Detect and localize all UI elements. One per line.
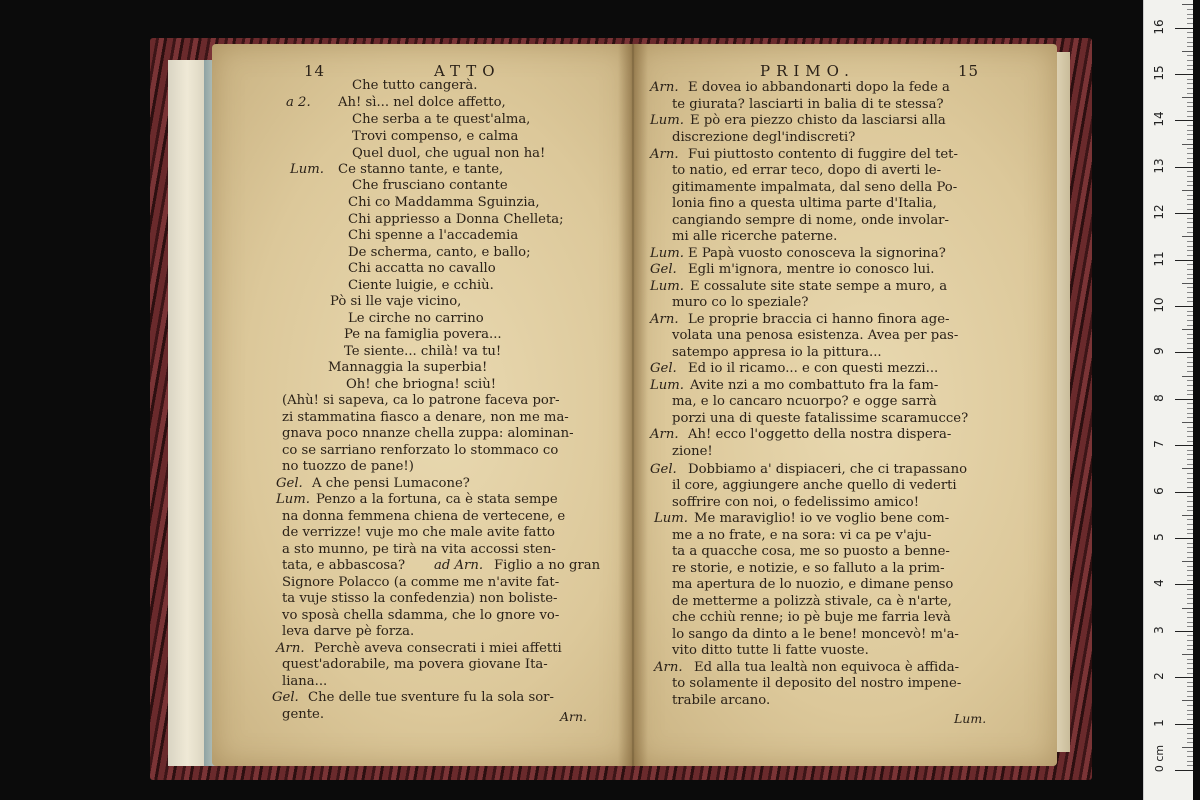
text-line: E pò era piezzo chisto da lasciarsi alla (690, 113, 946, 128)
ruler-tick (1187, 362, 1193, 363)
ruler-tick (1187, 751, 1193, 752)
ruler-tick (1187, 645, 1193, 646)
ruler-tick (1187, 158, 1193, 159)
text-line: Che tutto cangerà. (352, 78, 478, 93)
text-line: Chi co Maddamma Sguinzia, (348, 195, 540, 210)
ruler-tick (1182, 236, 1193, 237)
ruler-tick (1187, 510, 1193, 511)
text-line: Dobbiamo a' dispiaceri, che ci trapassano (688, 462, 968, 477)
ruler-tick (1187, 594, 1193, 595)
ruler-tick (1175, 538, 1193, 539)
ruler-tick (1187, 69, 1193, 70)
text-line: trabile arcano. (672, 693, 771, 708)
left-page (212, 44, 632, 766)
text-line: A che pensi Lumacone? (312, 476, 470, 491)
ruler-tick (1187, 649, 1193, 650)
ruler-tick (1187, 320, 1193, 321)
ruler-tick (1187, 710, 1193, 711)
text-line: na donna femmena chiena de vertecene, e (282, 509, 566, 524)
ruler-tick (1187, 325, 1193, 326)
ruler-tick (1187, 557, 1193, 558)
ruler-tick (1187, 733, 1193, 734)
ruler-tick (1187, 79, 1193, 80)
ruler-tick (1187, 454, 1193, 455)
text-line: a sto munno, pe tirà na vita accossi sten- (282, 542, 556, 557)
ruler-tick (1187, 473, 1193, 474)
text-line: E cossalute site state sempe a muro, a (690, 279, 948, 294)
ruler-tick (1187, 622, 1193, 623)
ruler-tick (1187, 46, 1193, 47)
ruler-tick (1187, 315, 1193, 316)
measurement-ruler (1143, 0, 1193, 800)
ruler-tick (1175, 631, 1193, 632)
ruler-tick (1187, 524, 1193, 525)
speaker-label: Lum. (650, 279, 684, 294)
ruler-tick (1187, 673, 1193, 674)
text-line: co se sarriano renforzato lo stommaco co (282, 443, 559, 458)
ruler-tick (1187, 65, 1193, 66)
speaker-label: Gel. (650, 462, 677, 477)
text-line: muro co lo speziale? (672, 295, 809, 310)
text-line: volata una penosa esistenza. Avea per pas- (672, 328, 959, 343)
ruler-number: 11 (1152, 250, 1166, 267)
ruler-tick (1187, 371, 1193, 372)
ruler-tick (1187, 343, 1193, 344)
stage-direction: ad Arn. (434, 558, 484, 573)
ruler-tick (1187, 195, 1193, 196)
ruler-tick (1187, 116, 1193, 117)
ruler-tick (1187, 756, 1193, 757)
text-line: Egli m'ignora, mentre io conosco lui. (688, 262, 935, 277)
ruler-tick (1187, 761, 1193, 762)
text-line: Ah! sì... nel dolce affetto, (338, 95, 506, 110)
ruler-tick (1187, 598, 1193, 599)
ruler-tick (1187, 427, 1193, 428)
ruler-tick (1175, 677, 1193, 678)
ruler-tick (1175, 120, 1193, 121)
text-line: Che delle tue sventure fu la sola sor- (308, 690, 554, 705)
ruler-tick (1187, 417, 1193, 418)
ruler-tick (1187, 450, 1193, 451)
ruler-tick (1187, 765, 1193, 766)
text-line: gente. (282, 707, 325, 722)
ruler-tick (1182, 700, 1193, 701)
ruler-tick (1187, 18, 1193, 19)
ruler-tick (1187, 603, 1193, 604)
ruler-tick (1187, 264, 1193, 265)
text-line: porzi una di queste fatalissime scaramucce? (672, 411, 969, 426)
text-line: E Papà vuosto conosceva la signorina? (688, 246, 946, 261)
speaker-label: Lum. (276, 492, 310, 507)
ruler-tick (1187, 589, 1193, 590)
text-line: Trovi compenso, e calma (352, 129, 519, 144)
text-line: re storie, e notizie, e so falluto a la prim- (672, 561, 945, 576)
text-line: Chi appriesso a Donna Chelleta; (348, 212, 564, 227)
ruler-tick (1175, 260, 1193, 261)
ruler-tick (1182, 376, 1193, 377)
speaker-label: Lum. (650, 378, 684, 393)
speaker-label: a 2. (286, 95, 311, 110)
text-line: (Ahù! si sapeva, ca lo patrone faceva por- (282, 393, 560, 408)
ruler-tick (1187, 171, 1193, 172)
ruler-tick (1182, 283, 1193, 284)
ruler-tick (1175, 770, 1193, 771)
text-line: lonia fino a questa ultima parte d'Italia, (672, 196, 937, 211)
ruler-tick (1175, 167, 1193, 168)
text-line: gitimamente impalmata, dal seno della Po- (672, 180, 958, 195)
ruler-tick (1187, 55, 1193, 56)
text-line: me a no frate, e na sora: vi ca pe v'aju- (672, 528, 932, 543)
ruler-tick (1187, 14, 1193, 15)
text-line: E dovea io abbandonarti dopo la fede a (688, 80, 950, 95)
ruler-number: 7 (1152, 440, 1166, 449)
ruler-tick (1187, 464, 1193, 465)
speaker-label: Gel. (650, 262, 677, 277)
ruler-tick (1187, 482, 1193, 483)
ruler-tick (1187, 269, 1193, 270)
ruler-tick (1187, 111, 1193, 112)
running-head: PRIMO. (760, 62, 855, 80)
text-line: discrezione degl'indiscreti? (672, 130, 856, 145)
text-line: mi alle ricerche paterne. (672, 229, 838, 244)
ruler-tick (1187, 728, 1193, 729)
text-line: Fui piuttosto contento di fuggire del tet- (688, 147, 958, 162)
text-line: tata, e abbascosa? (282, 558, 406, 573)
ruler-tick (1187, 626, 1193, 627)
ruler-number: 5 (1152, 533, 1166, 541)
speaker-label: Arn. (650, 427, 679, 442)
ruler-tick (1182, 190, 1193, 191)
text-line: cangiando sempre di nome, onde involar- (672, 213, 949, 228)
text-line: Signore Polacco (a comme me n'avite fat- (282, 575, 560, 590)
ruler-number: 1 (1152, 718, 1166, 727)
ruler-tick (1175, 213, 1193, 214)
ruler-tick (1187, 478, 1193, 479)
ruler-tick (1175, 584, 1193, 585)
ruler-tick (1187, 185, 1193, 186)
ruler-number: 13 (1152, 158, 1166, 174)
ruler-number: 12 (1152, 204, 1166, 220)
ruler-tick (1187, 403, 1193, 404)
ruler-number: 9 (1152, 347, 1166, 356)
ruler-tick (1187, 153, 1193, 154)
speaker-label: Arn. (654, 660, 683, 675)
text-line: Pò si lle vaje vicino, (330, 294, 462, 309)
page-number: 14 (304, 62, 326, 80)
ruler-tick (1175, 28, 1193, 29)
ruler-number: 8 (1152, 393, 1166, 402)
ruler-tick (1187, 227, 1193, 228)
ruler-tick (1187, 714, 1193, 715)
ruler-tick (1187, 552, 1193, 553)
ruler-tick (1187, 496, 1193, 497)
ruler-tick (1187, 287, 1193, 288)
ruler-tick (1187, 102, 1193, 103)
ruler-tick (1187, 663, 1193, 664)
text-line: vito ditto tutte li fatte vuoste. (672, 643, 869, 658)
ruler-tick (1187, 348, 1193, 349)
ruler-tick (1187, 311, 1193, 312)
text-line: lo sango da dinto a le bene! moncevò! m'a- (672, 627, 959, 642)
ruler-tick (1187, 385, 1193, 386)
ruler-tick (1187, 42, 1193, 43)
text-line: Me maraviglio! io ve voglio bene com- (694, 511, 950, 526)
ruler-tick (1187, 612, 1193, 613)
ruler-tick (1187, 334, 1193, 335)
speaker-label: Arn. (650, 147, 679, 162)
running-head: ATTO (434, 62, 501, 80)
page-stack-edge-left (168, 60, 216, 766)
ruler-tick (1187, 566, 1193, 567)
ruler-tick (1187, 134, 1193, 135)
speaker-label: Gel. (276, 476, 303, 491)
ruler-tick (1187, 617, 1193, 618)
ruler-tick (1187, 738, 1193, 739)
ruler-tick (1187, 366, 1193, 367)
ruler-tick (1187, 436, 1193, 437)
text-line: liana... (282, 674, 328, 689)
ruler-tick (1182, 144, 1193, 145)
text-line: Chi accatta no cavallo (348, 261, 496, 276)
text-line: ma, e lo cancaro ncuorpo? e ogge sarrà (672, 394, 937, 409)
ruler-tick (1187, 441, 1193, 442)
ruler-tick (1187, 338, 1193, 339)
ruler-tick (1182, 422, 1193, 423)
text-line: Oh! che briogna! sciù! (346, 377, 497, 392)
speaker-label: Gel. (272, 690, 299, 705)
text-line: che cchiù renne; io pè buje me farria levà (672, 610, 951, 625)
ruler-tick (1187, 23, 1193, 24)
ruler-tick (1187, 83, 1193, 84)
ruler-number: 6 (1152, 486, 1166, 495)
speaker-label: Lum. (290, 162, 324, 177)
ruler-tick (1187, 218, 1193, 219)
ruler-tick (1187, 719, 1193, 720)
text-line: Penzo a la fortuna, ca è stata sempe (316, 492, 558, 507)
ruler-tick (1182, 468, 1193, 469)
text-line: gnava poco nnanze chella zuppa: alominan- (282, 426, 574, 441)
ruler-tick (1187, 519, 1193, 520)
ruler-number: 2 (1152, 672, 1166, 681)
speaker-label: Gel. (650, 361, 677, 376)
text-line: to solamente il deposito del nostro impene- (672, 676, 962, 691)
ruler-unit-label: 0 cm (1153, 744, 1167, 773)
text-line: Mannaggia la superbia! (328, 360, 488, 375)
speaker-label: Arn. (276, 641, 305, 656)
page-number: 15 (958, 62, 980, 80)
ruler-tick (1187, 413, 1193, 414)
ruler-tick (1187, 176, 1193, 177)
text-line: Pe na famiglia povera... (344, 327, 502, 342)
ruler-tick (1175, 445, 1193, 446)
text-line: zi stammatina fiasco a denare, non me ma- (282, 410, 569, 425)
ruler-tick (1187, 686, 1193, 687)
text-line: Le proprie braccia ci hanno finora age- (688, 312, 950, 327)
ruler-tick (1187, 125, 1193, 126)
ruler-tick (1187, 390, 1193, 391)
ruler-tick (1187, 691, 1193, 692)
speaker-label: Lum. (650, 246, 684, 261)
ruler-tick (1187, 533, 1193, 534)
speaker-label: Lum. (654, 511, 688, 526)
ruler-number: 15 (1152, 65, 1166, 81)
ruler-tick (1187, 93, 1193, 94)
text-line: Quel duol, che ugual non ha! (352, 146, 546, 161)
ruler-tick (1187, 246, 1193, 247)
text-line: Che frusciano contante (352, 178, 508, 193)
ruler-tick (1187, 278, 1193, 279)
text-line: de verrizze! vuje mo che male avite fatto (282, 525, 555, 540)
ruler-tick (1187, 274, 1193, 275)
text-line: Le cirche no carrino (348, 311, 484, 326)
ruler-tick (1187, 162, 1193, 163)
ruler-tick (1175, 306, 1193, 307)
text-line: Ah! ecco l'oggetto della nostra dispera- (688, 427, 952, 442)
catchword: Arn. (560, 709, 588, 724)
ruler-tick (1187, 250, 1193, 251)
ruler-tick (1187, 148, 1193, 149)
text-line: Ciente luigie, e cchiù. (348, 278, 494, 293)
ruler-number: 16 (1152, 18, 1166, 35)
text-line: Perchè aveva consecrati i miei affetti (314, 641, 562, 656)
ruler-number: 3 (1152, 625, 1166, 634)
ruler-tick (1182, 97, 1193, 98)
ruler-tick (1187, 88, 1193, 89)
text-line: Te siente... chilà! va tu! (344, 344, 502, 359)
ruler-number: 4 (1152, 579, 1166, 588)
text-line: il core, aggiungere anche quello di vederti (672, 478, 957, 493)
ruler-tick (1187, 487, 1193, 488)
ruler-tick (1187, 575, 1193, 576)
text-line: Ed io il ricamo... e con questi mezzi... (688, 361, 939, 376)
ruler-tick (1187, 659, 1193, 660)
ruler-tick (1187, 32, 1193, 33)
text-line: vo sposà chella sdamma, che lo gnore vo- (282, 608, 560, 623)
ruler-tick (1187, 580, 1193, 581)
text-line: to natio, ed errar teco, dopo di averti le- (672, 163, 942, 178)
ruler-tick (1182, 654, 1193, 655)
ruler-tick (1187, 181, 1193, 182)
text-line: soffrire con noi, o fedelissimo amico! (672, 495, 920, 510)
ruler-tick (1187, 241, 1193, 242)
text-line: ma apertura de lo nuozio, e dimane penso (672, 577, 954, 592)
ruler-tick (1187, 543, 1193, 544)
ruler-tick (1187, 696, 1193, 697)
ruler-tick (1175, 492, 1193, 493)
ruler-tick (1187, 705, 1193, 706)
catchword: Lum. (954, 711, 987, 726)
text-line: Figlio a no gran (494, 558, 601, 573)
ruler-tick (1187, 199, 1193, 200)
ruler-tick (1187, 357, 1193, 358)
ruler-tick (1187, 682, 1193, 683)
ruler-tick (1187, 529, 1193, 530)
ruler-tick (1187, 501, 1193, 502)
ruler-tick (1187, 506, 1193, 507)
ruler-tick (1187, 297, 1193, 298)
text-line: quest'adorabile, ma povera giovane Ita- (282, 657, 548, 672)
ruler-tick (1175, 399, 1193, 400)
ruler-tick (1187, 255, 1193, 256)
ruler-tick (1175, 724, 1193, 725)
text-line: Ed alla tua lealtà non equivoca è affida- (694, 660, 960, 675)
ruler-tick (1187, 204, 1193, 205)
ruler-tick (1187, 459, 1193, 460)
ruler-tick (1182, 4, 1193, 5)
ruler-tick (1187, 292, 1193, 293)
ruler-tick (1175, 74, 1193, 75)
ruler-tick (1182, 515, 1193, 516)
speaker-label: Arn. (650, 80, 679, 95)
text-line: ta a quacche cosa, me so puosto a benne- (672, 544, 950, 559)
ruler-tick (1187, 742, 1193, 743)
speaker-label: Lum. (650, 113, 684, 128)
ruler-tick (1187, 380, 1193, 381)
text-line: ta vuje stisso la confedenzia) non boliste- (282, 591, 558, 606)
ruler-tick (1187, 209, 1193, 210)
text-line: satempo appresa io la pittura... (672, 345, 882, 360)
ruler-tick (1187, 394, 1193, 395)
ruler-tick (1187, 130, 1193, 131)
ruler-tick (1187, 301, 1193, 302)
ruler-tick (1187, 37, 1193, 38)
ruler-tick (1187, 640, 1193, 641)
ruler-tick (1187, 9, 1193, 10)
ruler-tick (1187, 222, 1193, 223)
ruler-tick (1187, 547, 1193, 548)
ruler-number: 14 (1152, 111, 1166, 128)
text-line: leva darve pè forza. (282, 624, 415, 639)
ruler-tick (1187, 635, 1193, 636)
ruler-tick (1175, 352, 1193, 353)
ruler-tick (1187, 60, 1193, 61)
text-line: De scherma, canto, e ballo; (348, 245, 531, 260)
ruler-tick (1182, 329, 1193, 330)
text-line: zione! (672, 444, 713, 459)
text-line: te giurata? lasciarti in balia di te stessa? (672, 97, 944, 112)
text-line: Chi spenne a l'accademia (348, 228, 519, 243)
ruler-number: 10 (1152, 297, 1166, 313)
ruler-tick (1182, 561, 1193, 562)
ruler-tick (1187, 408, 1193, 409)
ruler-tick (1187, 570, 1193, 571)
ruler-tick (1187, 431, 1193, 432)
text-line: Che serba a te quest'alma, (352, 112, 531, 127)
text-line: no tuozzo de pane!) (282, 459, 414, 474)
ruler-tick (1182, 51, 1193, 52)
ruler-tick (1187, 668, 1193, 669)
speaker-label: Arn. (650, 312, 679, 327)
ruler-tick (1187, 232, 1193, 233)
right-page (632, 44, 1057, 766)
text-line: de metterme a polizzà stivale, ca è n'arte, (672, 594, 952, 609)
ruler-tick (1187, 139, 1193, 140)
ruler-tick (1182, 608, 1193, 609)
ruler-tick (1187, 106, 1193, 107)
text-line: Ce stanno tante, e tante, (338, 162, 504, 177)
text-line: Avite nzi a mo combattuto fra la fam- (690, 378, 939, 393)
ruler-tick (1182, 747, 1193, 748)
